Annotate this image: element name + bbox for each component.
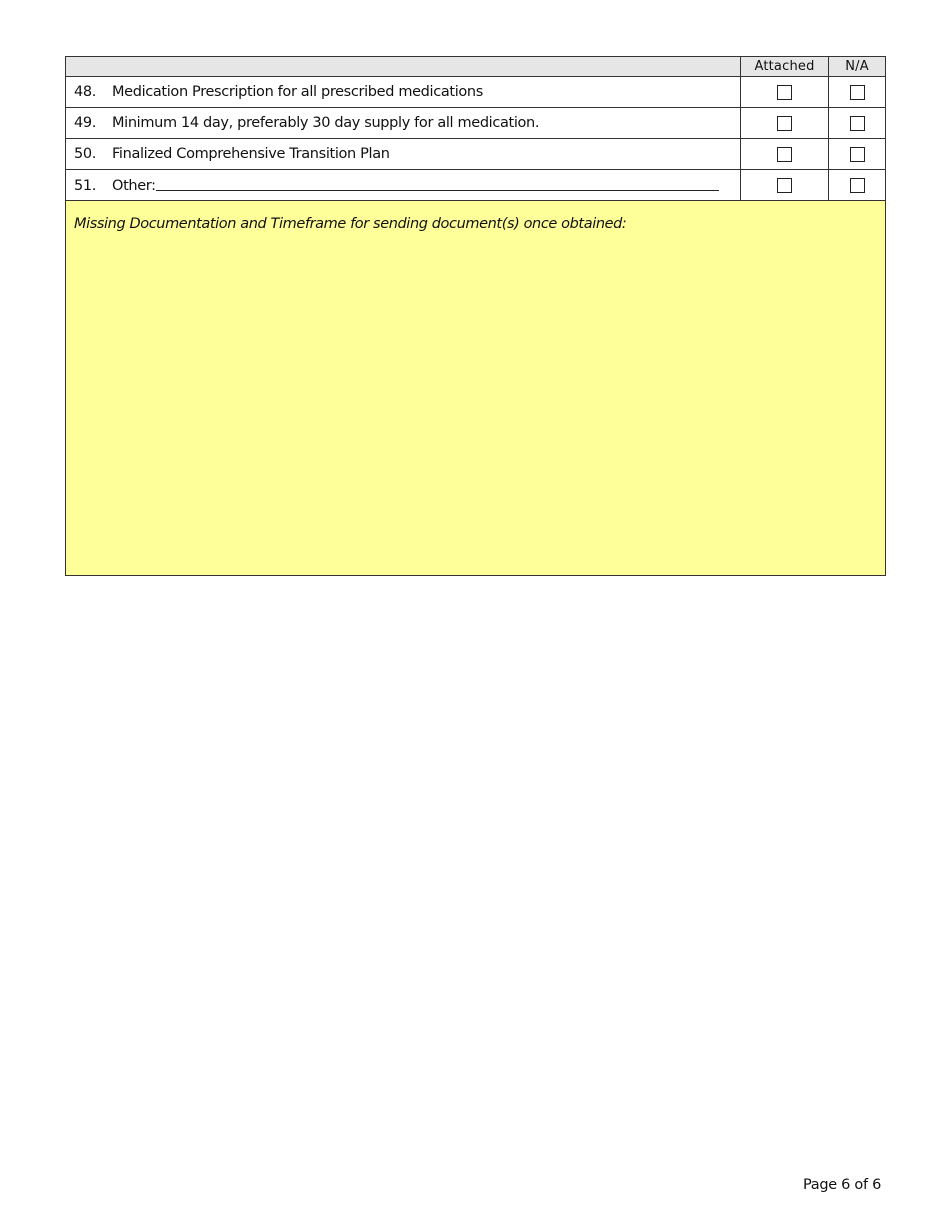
item-cell: [66, 139, 741, 170]
item-cell: [66, 108, 741, 139]
na-cell: [829, 170, 886, 201]
missing-documentation-label: Missing Documentation and Timeframe for sending document(s) once obtained:: [74, 216, 627, 232]
item-number: 51.: [74, 178, 97, 194]
item-number: 48.: [74, 84, 97, 100]
table-row-49: [66, 108, 886, 139]
attached-checkbox-50[interactable]: [777, 147, 792, 162]
item-text: Minimum 14 day, preferably 30 day supply for all medication.: [112, 115, 540, 131]
item-text: Finalized Comprehensive Transition Plan: [112, 146, 390, 162]
table-row-48: [66, 77, 886, 108]
attached-cell: [741, 170, 829, 201]
na-cell: [829, 139, 886, 170]
item-cell: [66, 77, 741, 108]
attached-checkbox-51[interactable]: [777, 178, 792, 193]
other-text-field[interactable]: [156, 176, 719, 191]
header-blank-cell: [66, 57, 741, 77]
item-text: Other:: [112, 178, 156, 194]
na-cell: [829, 77, 886, 108]
column-header-na: N/A: [829, 57, 886, 77]
attached-cell: [741, 77, 829, 108]
attached-cell: [741, 108, 829, 139]
item-cell: [66, 170, 741, 201]
attached-checkbox-49[interactable]: [777, 116, 792, 131]
attached-cell: [741, 139, 829, 170]
na-cell: [829, 108, 886, 139]
table-row-51: [66, 170, 886, 201]
item-number: 49.: [74, 115, 97, 131]
page-number: Page 6 of 6: [802, 1177, 881, 1193]
attached-checkbox-48[interactable]: [777, 85, 792, 100]
na-checkbox-48[interactable]: [850, 85, 865, 100]
na-checkbox-49[interactable]: [850, 116, 865, 131]
item-text: Medication Prescription for all prescribed medications: [112, 84, 483, 100]
na-checkbox-50[interactable]: [850, 147, 865, 162]
item-number: 50.: [74, 146, 97, 162]
missing-documentation-row: [66, 201, 886, 576]
missing-documentation-field[interactable]: [66, 201, 886, 576]
column-header-attached: Attached: [741, 57, 829, 77]
na-checkbox-51[interactable]: [850, 178, 865, 193]
document-checklist-table: [65, 56, 886, 576]
table-row-50: [66, 139, 886, 170]
table-header-row: [66, 57, 886, 77]
